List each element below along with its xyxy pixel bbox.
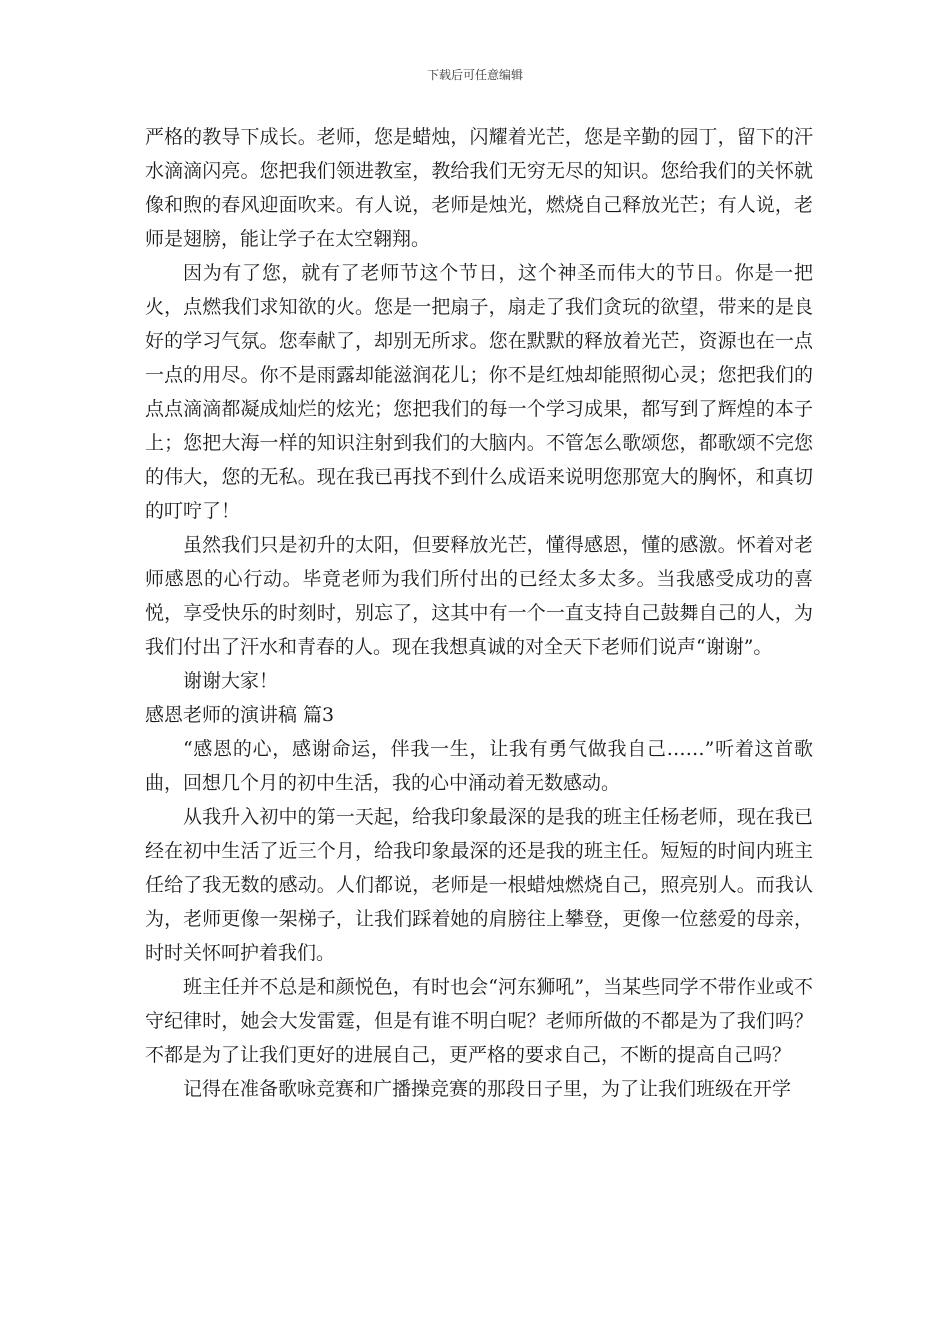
paragraph: 严格的教导下成长。老师，您是蜡烛，闪耀着光芒，您是辛勤的园丁，留下的汗水滴滴闪亮。您把我们领进教室，教给我们无穷无尽的知识。您给我们的关怀就像和煦的春风迎面吹来。有人说，老师是烛光，燃烧自己释放光芒；有人说，老师是翅膀，能让学子在太空翱翔。 xyxy=(145,126,813,250)
paragraph: “感恩的心，感谢命运，伴我一生，让我有勇气做我自己……”听着这首歌曲，回想几个月的初中生活，我的心中涌动着无数感动。 xyxy=(145,738,813,794)
paragraph: 班主任并不总是和颜悦色，有时也会“河东狮吼”，当某些同学不带作业或不守纪律时，她会大发雷霆，但是有谁不明白呢？老师所做的不都是为了我们吗？不都是为了让我们更好的进展自己，更严格的要求自己，不断的提高自己吗？ xyxy=(145,976,813,1066)
section-heading: 感恩老师的演讲稿 篇3 xyxy=(145,704,335,726)
page-header: 下载后可任意编辑 xyxy=(426,68,523,82)
paragraph: 虽然我们只是初升的太阳，但要释放光芒，懂得感恩，懂的感激。怀着对老师感恩的心行动。毕竟老师为我们所付出的已经太多太多。当我感受成功的喜悦，享受快乐的时刻时，别忘了，这其中有一个一直支持自己鼓舞自己的人，为我们付出了汗水和青春的人。现在我想真诚的对全天下老师们说声“谢谢”。 xyxy=(145,534,813,658)
paragraph: 因为有了您，就有了老师节这个节日，这个神圣而伟大的节日。你是一把火，点燃我们求知欲的火。您是一把扇子，扇走了我们贪玩的欲望，带来的是良好的学习气氛。您奉献了，却别无所求。您在默默的释放着光芒，资源也在一点一点的用尽。你不是雨露却能滋润花儿；你不是红烛却能照彻心灵；您把我们的点点滴滴都凝成灿烂的炫光；您把我们的每一个学习成果，都写到了辉煌的本子上；您把大海一样的知识注射到我们的大脑内。不管怎么歌颂您，都歌颂不完您的伟大，您的无私。现在我已再找不到什么成语来说明您那宽大的胸怀，和真切的叮咛了！ xyxy=(145,262,813,522)
paragraph: 从我升入初中的第一天起，给我印象最深的是我的班主任杨老师，现在我已经在初中生活了近三个月，给我印象最深的还是我的班主任。短短的时间内班主任给了我无数的感动。人们都说，老师是一根蜡烛燃烧自己，照亮别人。而我认为，老师更像一架梯子，让我们踩着她的肩膀往上攀登，更像一位慈爱的母亲，时时关怀呵护着我们。 xyxy=(145,806,813,964)
document-body xyxy=(145,120,813,1106)
paragraph: 记得在准备歌咏竞赛和广播操竞赛的那段日子里，为了让我们班级在开学 xyxy=(183,1078,792,1100)
closing-line: 谢谢大家！ xyxy=(183,670,279,692)
